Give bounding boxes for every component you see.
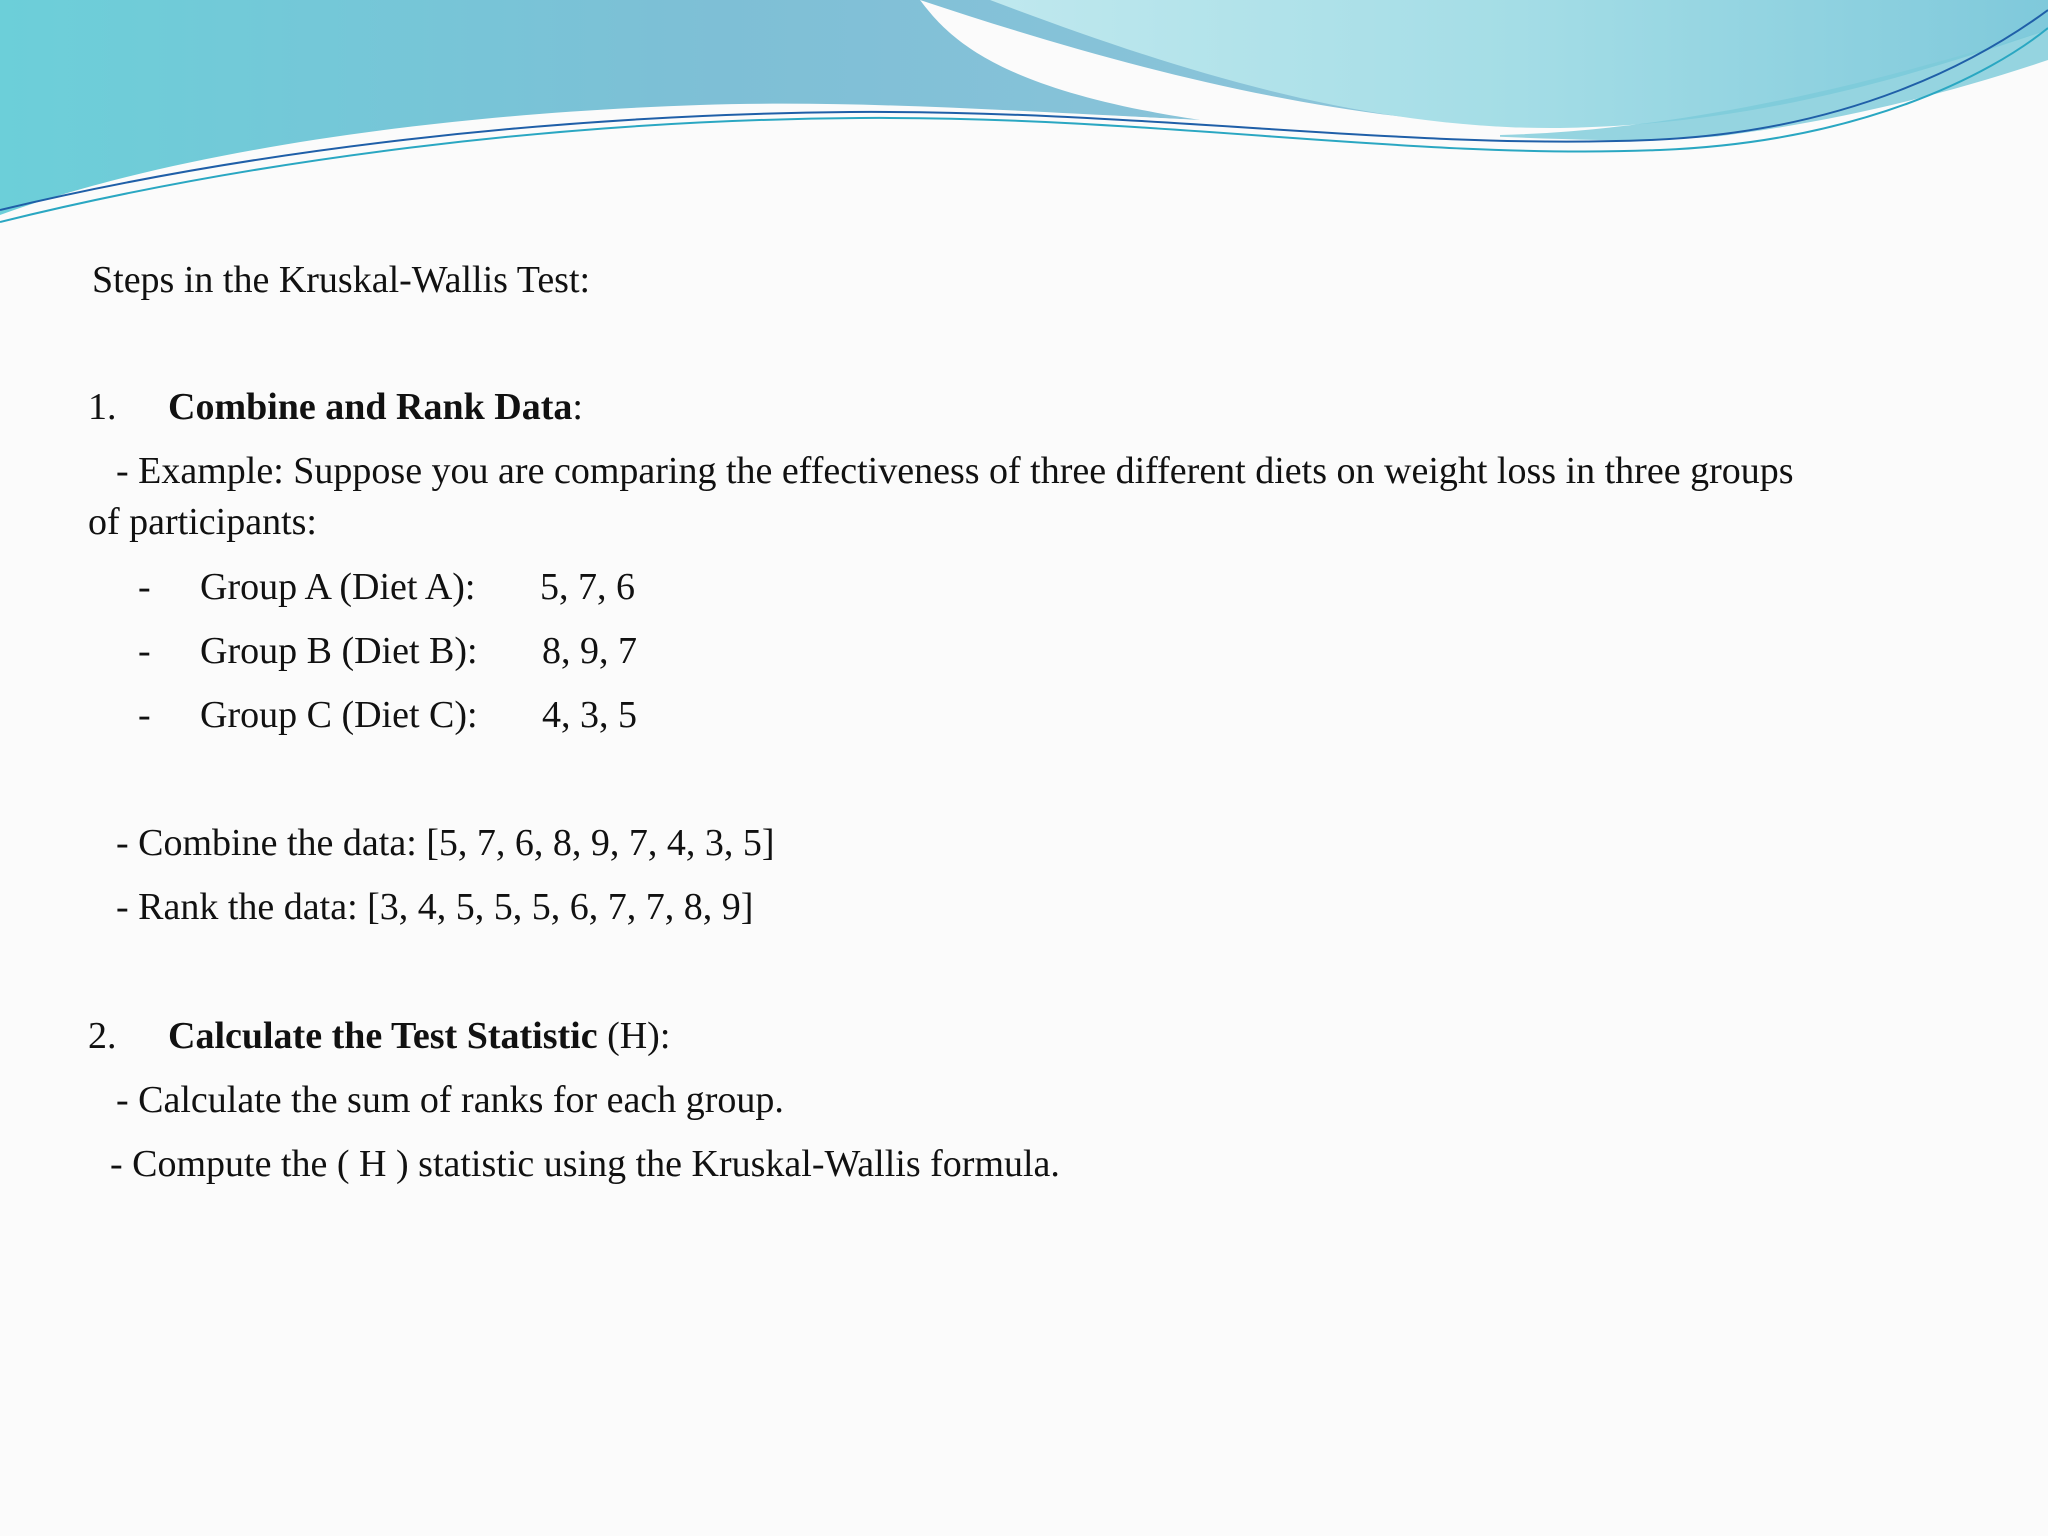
step1-title-suffix: : <box>572 386 583 428</box>
step1-example-line1: - Example: Suppose you are comparing the effectiveness of three different diets on weight loss in three groups <box>116 450 1794 492</box>
group-values: 5, 7, 6 <box>540 566 635 608</box>
combine-data-line: - Combine the data: [5, 7, 6, 8, 9, 7, 4, 3, 5] <box>116 822 775 864</box>
step1-heading <box>168 385 583 431</box>
rank-data-line: - Rank the data: [3, 4, 5, 5, 5, 6, 7, 7, 8, 9] <box>116 886 754 928</box>
compute-h-line: - Compute the ( H ) statistic using the Kruskal-Wallis formula. <box>110 1143 1060 1185</box>
group-values: 8, 9, 7 <box>542 630 637 672</box>
step2-number: 2. <box>88 1015 117 1057</box>
step1-number: 1. <box>88 386 117 428</box>
group-label: Group A (Diet A): <box>200 566 476 608</box>
group-bullet: - <box>138 566 151 608</box>
intro-heading: Steps in the Kruskal-Wallis Test: <box>92 259 591 301</box>
step2-heading <box>168 1014 670 1060</box>
group-values: 4, 3, 5 <box>542 694 637 736</box>
step1-example-line2: of participants: <box>88 501 317 543</box>
sum-ranks-line: - Calculate the sum of ranks for each group. <box>116 1079 784 1121</box>
group-bullet: - <box>138 630 151 672</box>
step2-title-suffix: (H): <box>597 1015 671 1057</box>
step2-title: Calculate the Test Statistic <box>168 1015 598 1057</box>
group-bullet: - <box>138 694 151 736</box>
group-label: Group C (Diet C): <box>200 694 478 736</box>
step1-title: Combine and Rank Data <box>168 386 573 428</box>
group-label: Group B (Diet B): <box>200 630 478 672</box>
